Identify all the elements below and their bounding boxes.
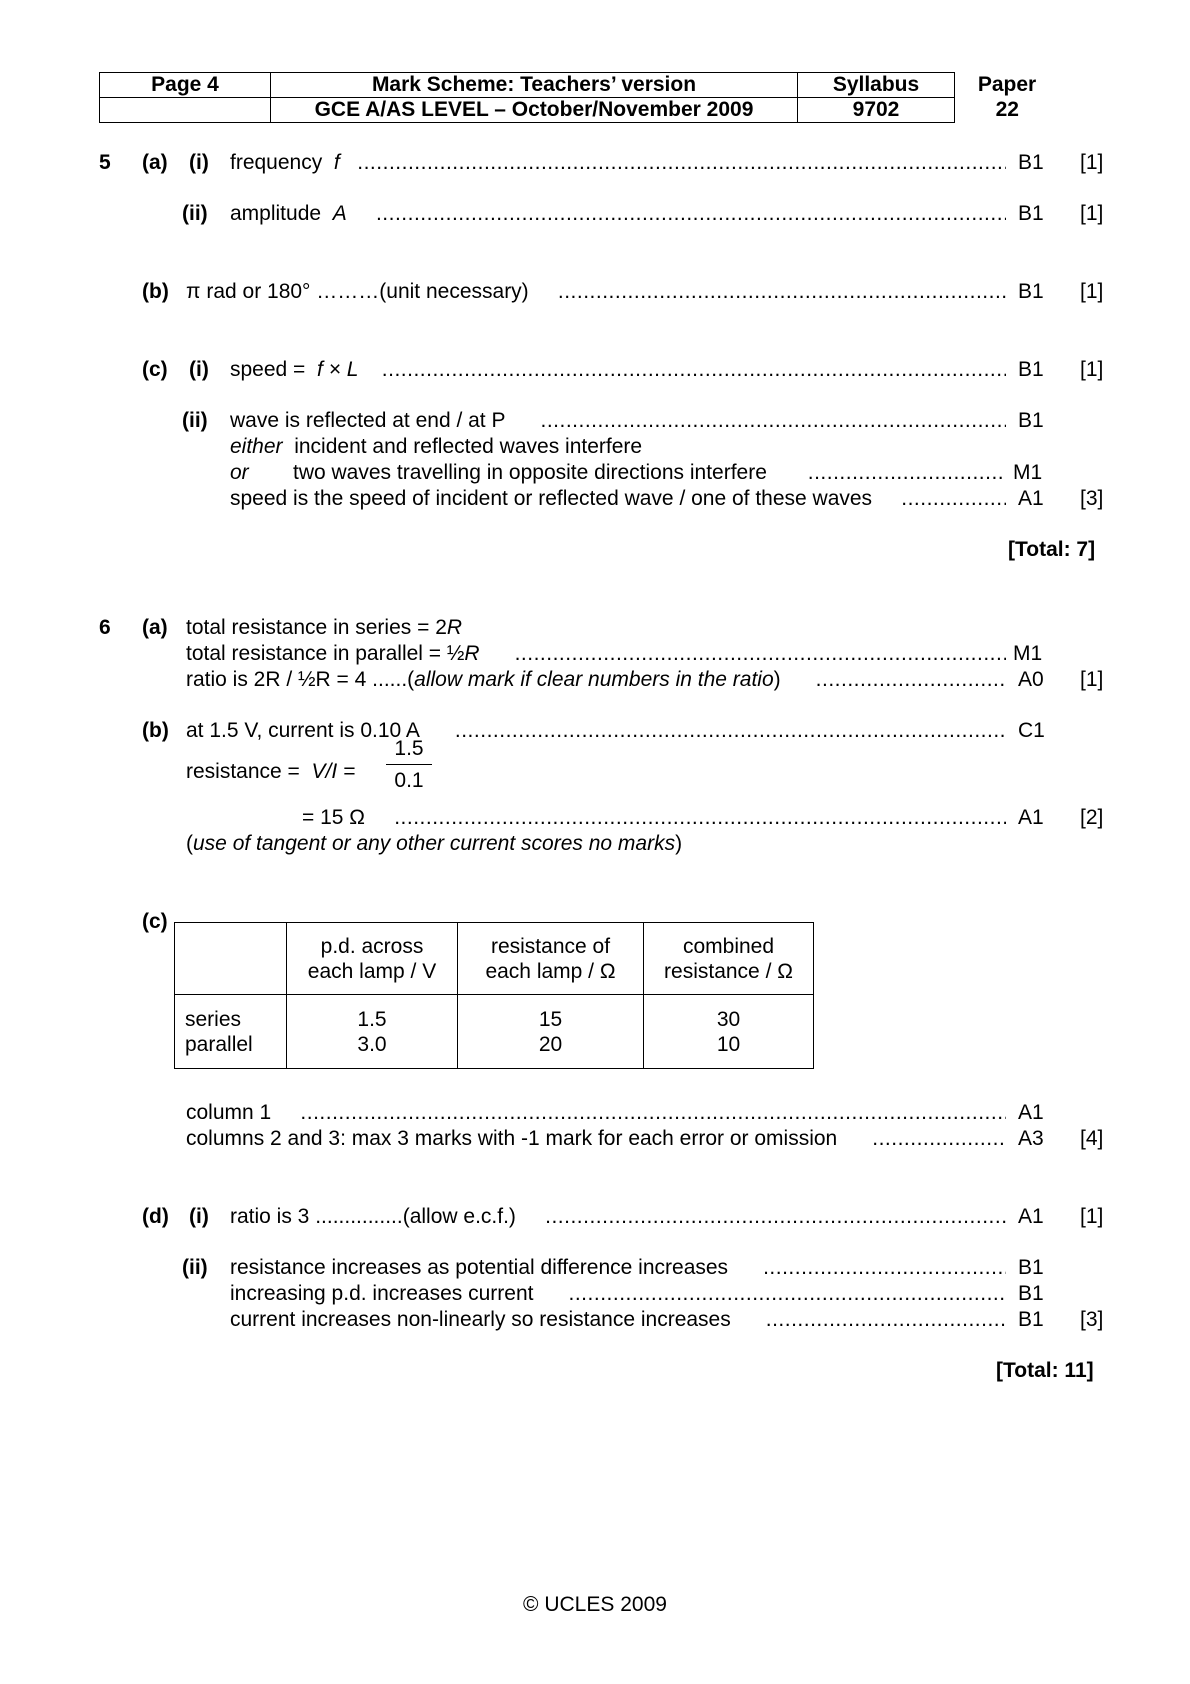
mark-code: A3 bbox=[1018, 1127, 1044, 1150]
answer-line bbox=[230, 1205, 1006, 1229]
answer-italic: allow mark if clear numbers in the ratio bbox=[414, 668, 774, 691]
part-label: (c) bbox=[142, 358, 168, 381]
answer-line bbox=[230, 151, 1006, 175]
answer-text: resistance increases as potential difference increases bbox=[230, 1256, 729, 1279]
subpart-label: (i) bbox=[189, 358, 209, 381]
answer-text: ) bbox=[773, 668, 781, 691]
part-label: (a) bbox=[142, 616, 168, 639]
answer-text: ratio is 3 ...............(allow e.c.f.) bbox=[230, 1205, 516, 1228]
mark-code: B1 bbox=[1018, 409, 1044, 432]
mark-code: M1 bbox=[1013, 642, 1043, 665]
empty-cell bbox=[100, 98, 271, 123]
answer-text: frequency bbox=[230, 151, 323, 174]
fraction-bar bbox=[386, 764, 432, 765]
answer-text: column 1 bbox=[186, 1101, 272, 1124]
mark-code: B1 bbox=[1018, 1282, 1044, 1305]
part-label: (c) bbox=[142, 910, 168, 933]
table-cell: 1.5 3.0 bbox=[287, 995, 458, 1069]
part-label: (a) bbox=[142, 151, 168, 174]
syllabus-label: Syllabus bbox=[798, 73, 955, 98]
answer-text: wave is reflected at end / at P bbox=[230, 409, 506, 432]
either-text: incident and reflected waves interfere bbox=[294, 435, 643, 458]
answer-line bbox=[186, 1127, 1006, 1151]
mark-total: [1] bbox=[1080, 1205, 1104, 1228]
copyright-footer: © UCLES 2009 bbox=[523, 1593, 667, 1616]
mark-code: A1 bbox=[1018, 1205, 1044, 1228]
subpart-label: (ii) bbox=[182, 202, 208, 225]
answer-text: amplitude bbox=[230, 202, 322, 225]
page-number: Page 4 bbox=[100, 73, 271, 98]
answer-text: total resistance in series = 2 bbox=[186, 616, 447, 639]
answer-line bbox=[293, 461, 1006, 485]
part-label: (b) bbox=[142, 719, 169, 742]
table-header: combined resistance / Ω bbox=[644, 923, 814, 995]
table-cell: series parallel bbox=[175, 995, 287, 1069]
question-total: [Total: 11] bbox=[996, 1359, 1094, 1382]
answer-text: π rad or 180° ………(unit necessary) bbox=[186, 280, 529, 303]
answer-line bbox=[230, 1308, 1006, 1332]
fraction-denominator: 0.1 bbox=[394, 769, 424, 792]
document-title: Mark Scheme: Teachers’ version bbox=[271, 73, 798, 98]
answer-line bbox=[230, 409, 1006, 433]
fraction bbox=[386, 737, 432, 793]
answer-variable: R bbox=[446, 616, 463, 639]
note-bracket: ) bbox=[675, 832, 683, 855]
question-number: 6 bbox=[99, 616, 111, 639]
answer-line bbox=[230, 487, 1006, 511]
mark-total: [4] bbox=[1080, 1127, 1104, 1150]
question-total: [Total: 7] bbox=[1008, 538, 1096, 561]
document-subtitle: GCE A/AS LEVEL – October/November 2009 bbox=[271, 98, 798, 123]
part-label: (b) bbox=[142, 280, 169, 303]
answer-variable: A bbox=[332, 202, 347, 225]
mark-code: A0 bbox=[1018, 668, 1044, 691]
subpart-label: (i) bbox=[189, 1205, 209, 1228]
answer-text: = 15 Ω bbox=[302, 806, 365, 829]
table-header bbox=[175, 923, 287, 995]
mark-code: B1 bbox=[1018, 1308, 1044, 1331]
note-bracket: ( bbox=[186, 832, 193, 855]
answer-text bbox=[186, 760, 355, 784]
mark-code: B1 bbox=[1018, 358, 1044, 381]
subpart-label: (ii) bbox=[182, 409, 208, 432]
table-header: p.d. across each lamp / V bbox=[287, 923, 458, 995]
mark-code: B1 bbox=[1018, 1256, 1044, 1279]
answer-text: current increases non-linearly so resistance increases bbox=[230, 1308, 731, 1331]
mark-code: C1 bbox=[1018, 719, 1045, 742]
answer-variable: f bbox=[333, 151, 340, 174]
answer-line bbox=[230, 1282, 1006, 1306]
mark-code: M1 bbox=[1013, 461, 1043, 484]
header-table bbox=[99, 72, 1060, 123]
mark-total: [2] bbox=[1080, 806, 1104, 829]
answer-note bbox=[186, 832, 682, 856]
answer-formula: f × L bbox=[317, 358, 359, 381]
answer-text bbox=[230, 435, 642, 459]
answer-line bbox=[186, 642, 1006, 666]
mark-total: [1] bbox=[1080, 668, 1104, 691]
mark-code: A1 bbox=[1018, 806, 1044, 829]
or-label: or bbox=[230, 461, 249, 484]
mark-code: A1 bbox=[1018, 1101, 1044, 1124]
answer-line bbox=[302, 806, 1006, 830]
mark-total: [1] bbox=[1080, 280, 1104, 303]
mark-total: [1] bbox=[1080, 202, 1104, 225]
mark-code: B1 bbox=[1018, 151, 1044, 174]
answer-line bbox=[186, 1101, 1006, 1125]
table-cell: 30 10 bbox=[644, 995, 814, 1069]
either-label: either bbox=[230, 435, 283, 458]
results-table bbox=[174, 922, 814, 1069]
subpart-label: (i) bbox=[189, 151, 209, 174]
answer-text: speed = bbox=[230, 358, 306, 381]
part-label: (d) bbox=[142, 1205, 169, 1228]
question-number: 5 bbox=[99, 151, 111, 174]
answer-text bbox=[186, 616, 462, 640]
note-text: use of tangent or any other current scores no marks bbox=[193, 832, 676, 855]
table-cell: 15 20 bbox=[458, 995, 644, 1069]
mark-code: A1 bbox=[1018, 487, 1044, 510]
subpart-label: (ii) bbox=[182, 1256, 208, 1279]
answer-text: columns 2 and 3: max 3 marks with -1 mark for each error or omission bbox=[186, 1127, 838, 1150]
answer-text: speed is the speed of incident or reflected wave / one of these waves bbox=[230, 487, 873, 510]
answer-line bbox=[230, 202, 1006, 226]
answer-text: ratio is 2R / ½R = 4 ......( bbox=[186, 668, 415, 691]
paper-value: 22 bbox=[995, 98, 1019, 121]
mark-code: B1 bbox=[1018, 280, 1044, 303]
answer-line bbox=[186, 719, 1006, 743]
answer-text: resistance = bbox=[186, 760, 300, 783]
answer-line bbox=[186, 280, 1006, 304]
answer-line bbox=[186, 668, 1006, 692]
mark-total: [3] bbox=[1080, 487, 1104, 510]
mark-code: B1 bbox=[1018, 202, 1044, 225]
answer-text: two waves travelling in opposite directions interfere bbox=[293, 461, 767, 484]
answer-text: total resistance in parallel = ½ bbox=[186, 642, 465, 665]
mark-total: [1] bbox=[1080, 358, 1104, 381]
answer-text: at 1.5 V, current is 0.10 A bbox=[186, 719, 420, 742]
answer-variable: R bbox=[464, 642, 480, 665]
answer-formula: V/I = bbox=[311, 760, 356, 783]
mark-total: [1] bbox=[1080, 151, 1104, 174]
syllabus-value: 9702 bbox=[798, 98, 955, 123]
table-header: resistance of each lamp / Ω bbox=[458, 923, 644, 995]
paper-label: Paper bbox=[977, 73, 1037, 96]
answer-line bbox=[230, 1256, 1006, 1280]
answer-text: increasing p.d. increases current bbox=[230, 1282, 534, 1305]
answer-line bbox=[230, 358, 1006, 382]
mark-total: [3] bbox=[1080, 1308, 1104, 1331]
fraction-numerator: 1.5 bbox=[394, 737, 424, 760]
